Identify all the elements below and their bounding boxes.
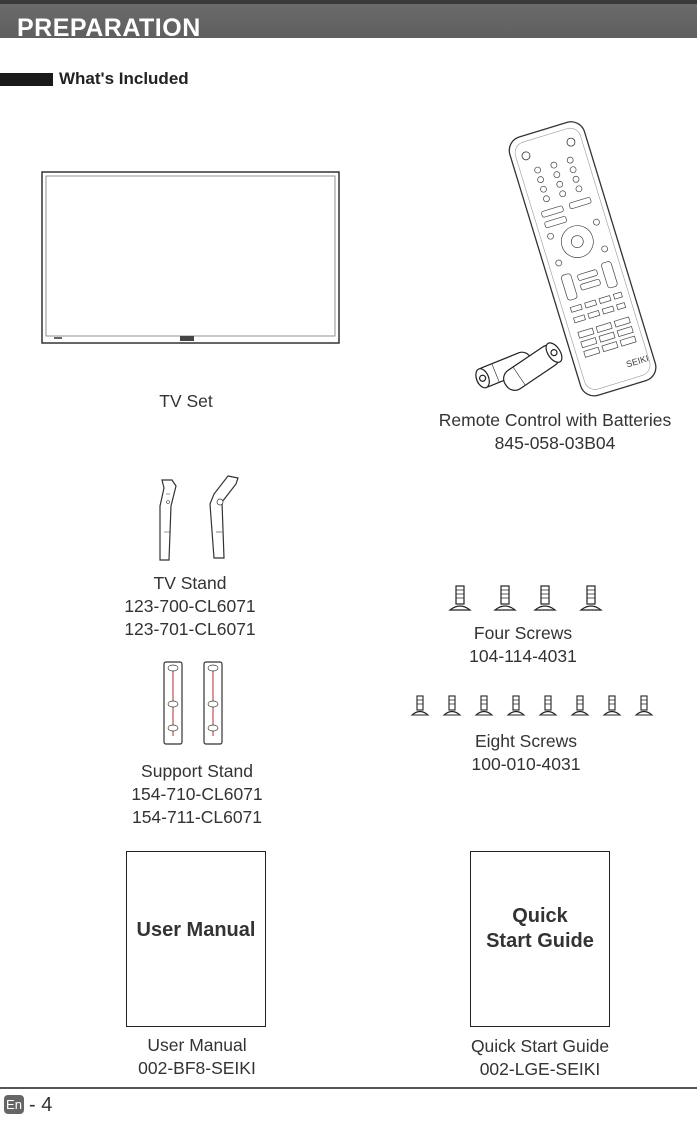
four-screws-caption xyxy=(433,622,613,668)
header-bar xyxy=(0,0,697,42)
support-stand-caption xyxy=(107,760,287,829)
user-manual-booklet xyxy=(126,851,266,1027)
tv-stand-name: TV Stand xyxy=(153,573,227,593)
remote-caption xyxy=(420,409,690,455)
support-stand-illustration xyxy=(160,660,230,746)
section-title: What's Included xyxy=(59,69,189,88)
tv-stand-part-2: 123-701-CL6071 xyxy=(124,619,256,639)
quick-guide-name: Quick Start Guide xyxy=(470,1036,610,1056)
user-manual-part: 002-BF8-SEIKI xyxy=(138,1058,256,1078)
user-manual-name: User Manual xyxy=(147,1035,247,1055)
quick-guide-part: 002-LGE-SEIKI xyxy=(479,1059,601,1079)
page-title: PREPARATION xyxy=(17,14,201,42)
quick-guide-caption xyxy=(440,1035,640,1081)
support-stand-name: Support Stand xyxy=(141,761,253,781)
user-manual-caption xyxy=(107,1034,287,1080)
eight-screws-caption xyxy=(436,730,616,776)
tv-set-caption xyxy=(106,390,266,413)
section-marker xyxy=(0,73,53,86)
language-badge: En xyxy=(4,1095,24,1114)
footer-divider xyxy=(0,1087,697,1089)
four-screws-illustration xyxy=(445,584,605,616)
remote-brand: SEIKI xyxy=(624,353,650,370)
support-stand-part-2: 154-711-CL6071 xyxy=(131,807,263,827)
tv-stand-illustration xyxy=(150,472,245,564)
remote-name: Remote Control with Batteries xyxy=(438,410,672,430)
quick-guide-cover-title-1: Quick xyxy=(512,905,568,927)
tv-stand-part-1: 123-700-CL6071 xyxy=(124,596,256,616)
eight-screws-part: 100-010-4031 xyxy=(471,754,581,774)
page-number: - 4 xyxy=(29,1094,53,1116)
tv-stand-caption xyxy=(100,572,280,641)
user-manual-cover-title: User Manual xyxy=(136,919,256,941)
quick-guide-cover-title-2: Start Guide xyxy=(486,930,594,952)
four-screws-part: 104-114-4031 xyxy=(469,646,577,666)
four-screws-name: Four Screws xyxy=(473,623,573,643)
support-stand-part-1: 154-710-CL6071 xyxy=(131,784,263,804)
eight-screws-name: Eight Screws xyxy=(474,731,578,751)
quick-start-guide-booklet xyxy=(470,851,610,1027)
remote-control-illustration xyxy=(455,118,675,400)
remote-part: 845-058-03B04 xyxy=(494,433,616,453)
tv-set-name: TV Set xyxy=(159,391,213,411)
eight-screws-illustration xyxy=(410,694,660,720)
tv-set-illustration xyxy=(40,170,342,346)
